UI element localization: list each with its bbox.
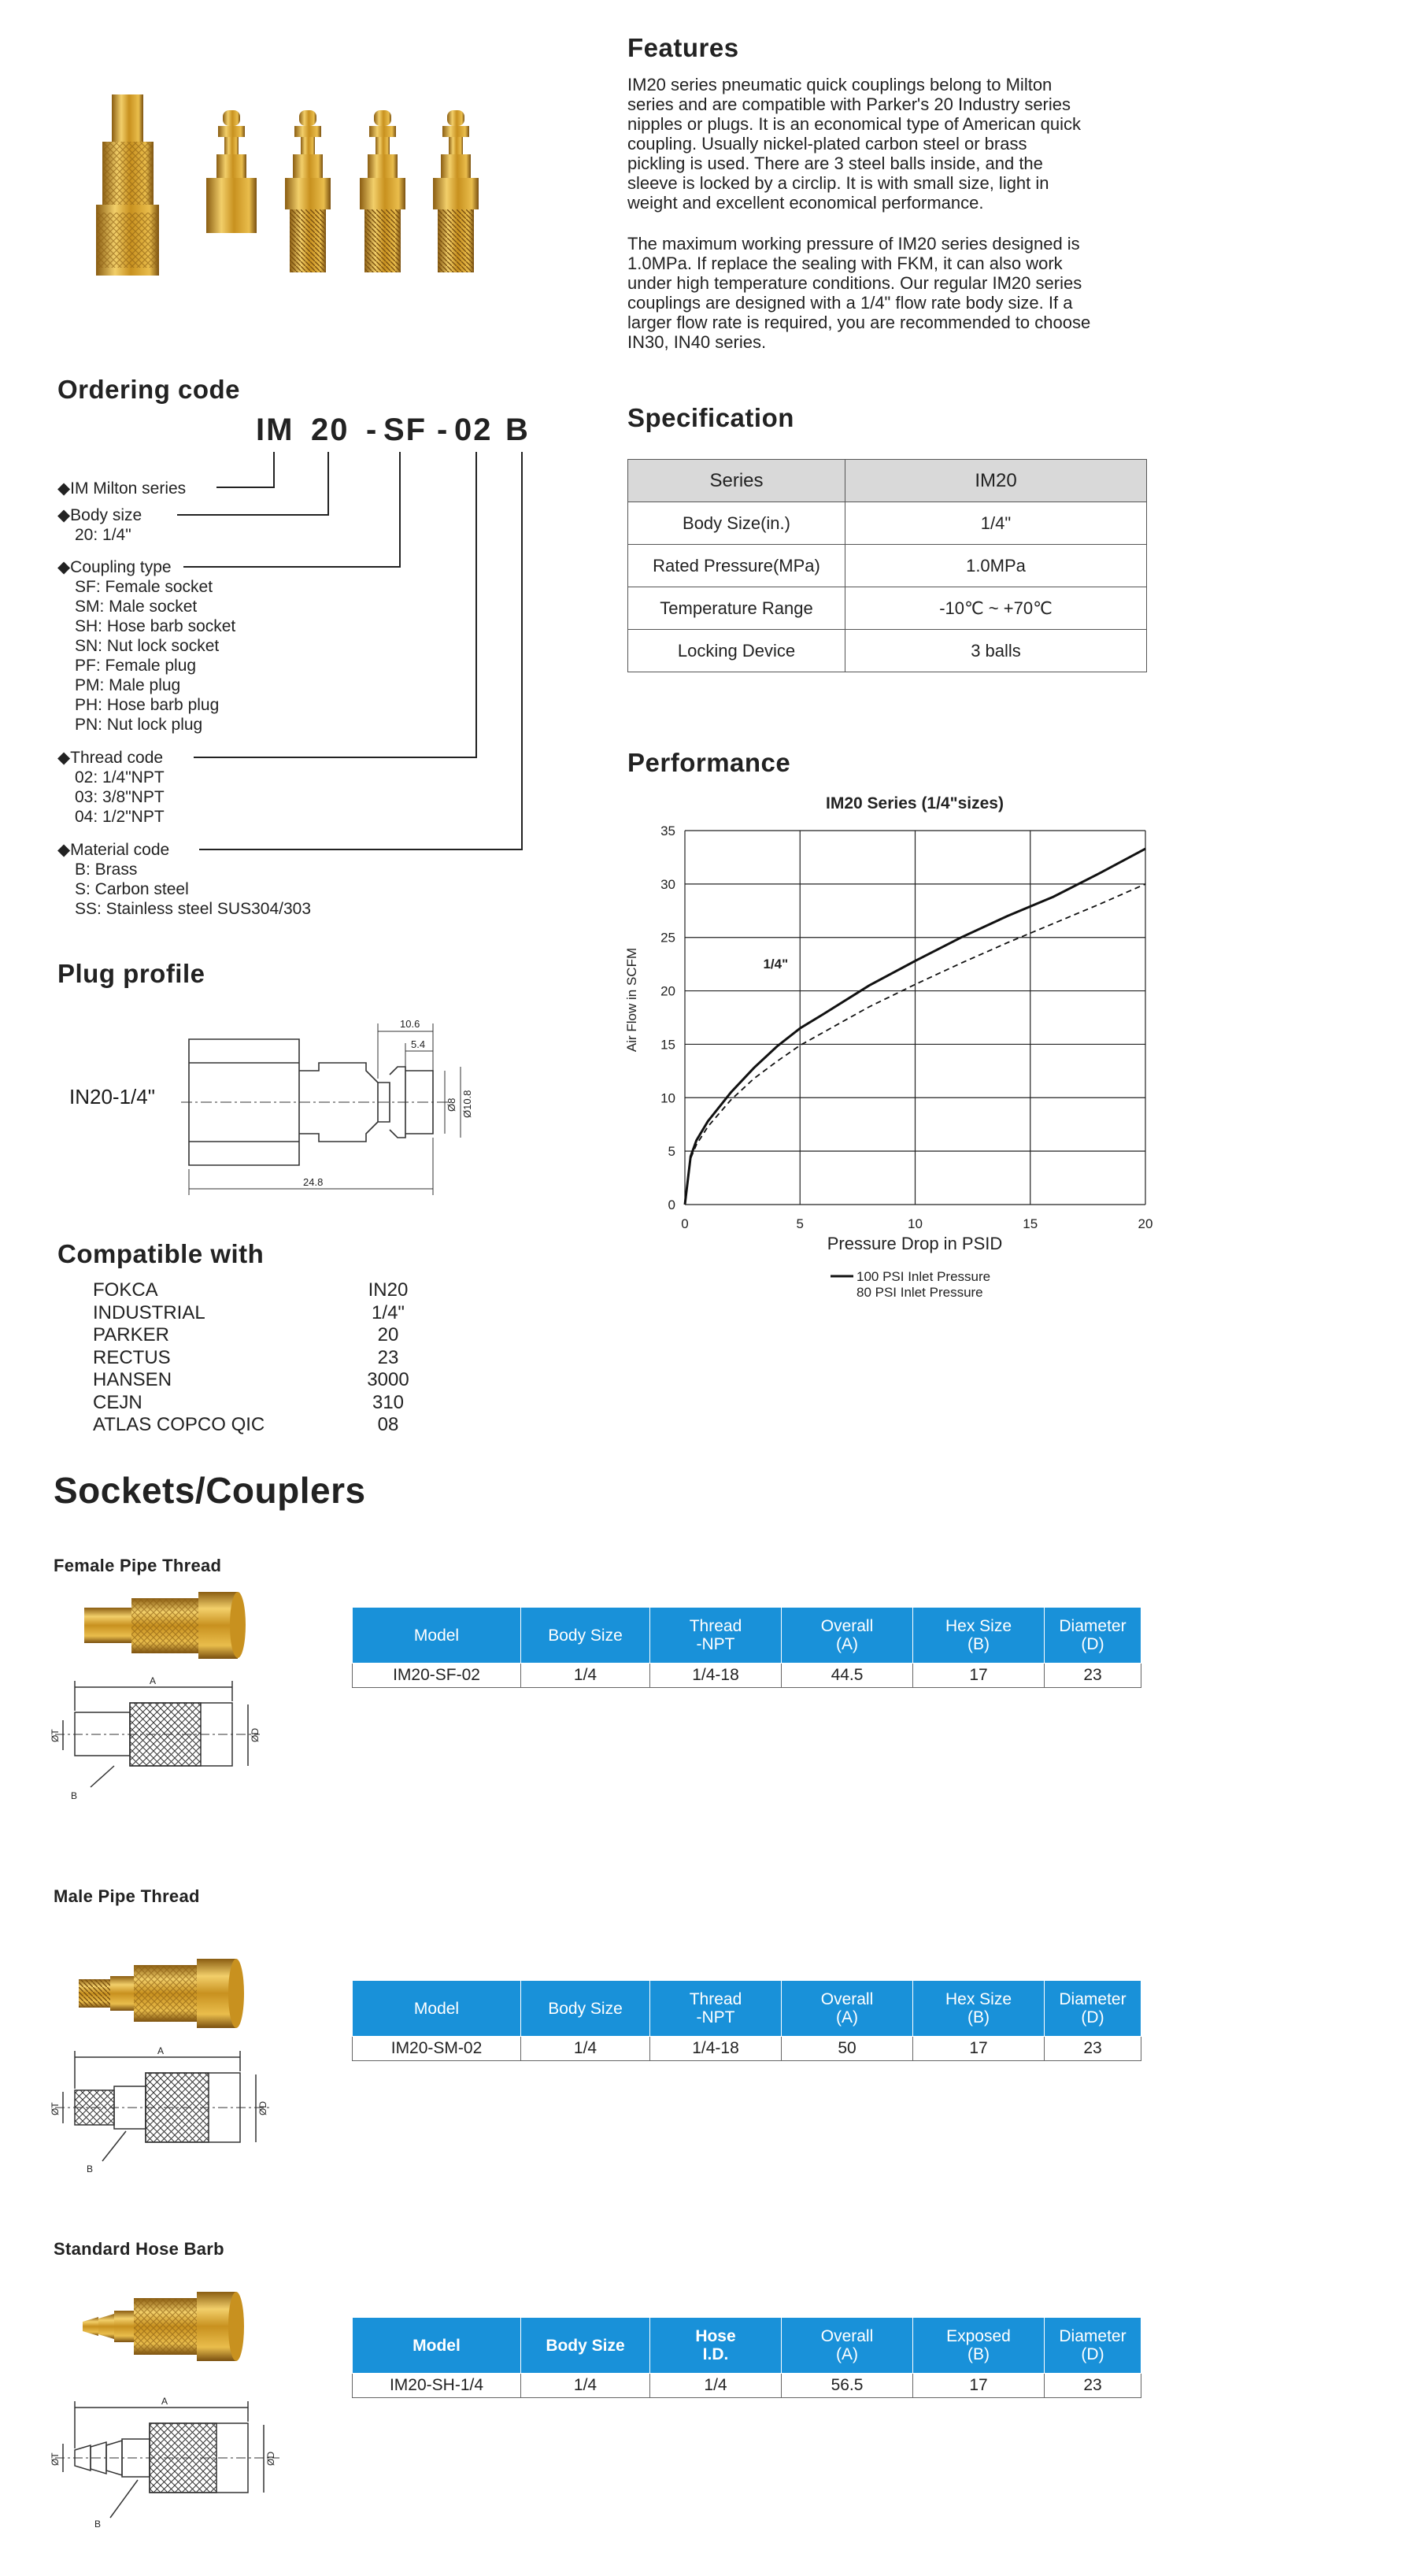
ordering-code-title: Ordering code (57, 375, 241, 404)
chart-x-tick-label: 15 (1023, 1216, 1038, 1231)
section-title-male-pipe-thread: Male Pipe Thread (54, 1886, 200, 1906)
dim-t: ØT (50, 1729, 61, 1742)
features-paragraph-1: IM20 series pneumatic quick couplings belong to Milton series and are compatible with Parker's 20 Industry series nipples or plugs. It is an economical type of American quick coupling. Usually nickel-plated carbon steel or brass pickling is used. There are 3 steel balls inside, and the sleeve is locked by a circlip. It is with small size, light in weight and excellent economical performance. (627, 75, 1081, 213)
compatible-row: FOKCA IN20 (93, 1279, 409, 1301)
spec-row: Temperature Range -10℃ ~ +70℃ (628, 587, 1147, 630)
compatible-row: INDUSTRIAL 1/4" (93, 1301, 405, 1323)
dim-10-6: 10.6 (400, 1018, 420, 1030)
legend-thread-code: ◆Thread code 02: 1/4"NPT 03: 3/8"NPT 04: 1/2"NPT (57, 749, 165, 826)
table-header-row: Model Body Size Thread -NPT Overall (A) Hex Size (B) Diameter (D) (353, 1608, 1141, 1664)
compatible-row: ATLAS COPCO QIC 08 (93, 1414, 399, 1435)
dim-b: B (71, 1790, 78, 1801)
compatible-row: PARKER 20 (93, 1324, 399, 1345)
spec-row: Rated Pressure(MPa) 1.0MPa (628, 545, 1147, 587)
chart-x-axis-label: Pressure Drop in PSID (827, 1234, 1003, 1253)
table-male-pipe-thread (352, 1980, 1141, 2061)
female-socket-photo (75, 1584, 256, 1663)
performance-chart (622, 783, 1173, 1319)
legend-milton-series: ◆IM Milton series (57, 479, 187, 498)
hose-barb-socket-photo (75, 2287, 256, 2366)
table-header-row: Model Body Size Hose I.D. Overall (A) Exposed (B) Diameter (D) (353, 2318, 1141, 2374)
chart-x-tick-label: 5 (796, 1216, 804, 1231)
code-part-type: SF (383, 413, 427, 447)
table-female-pipe-thread (352, 1607, 1141, 1688)
plug-profile-drawing (181, 1008, 543, 1205)
dim-b: B (87, 2163, 94, 2174)
compatible-row: RECTUS 23 (93, 1346, 399, 1368)
dim-24-8: 24.8 (303, 1176, 324, 1188)
chart-x-tick-label: 20 (1138, 1216, 1153, 1231)
chart-y-axis-label: Air Flow in SCFM (624, 947, 639, 1053)
dim-d: ØD (265, 2452, 276, 2466)
code-part-material: B (505, 413, 530, 447)
code-part-im: IM (256, 413, 294, 447)
ordering-code-legend (57, 479, 388, 498)
chart-x-tick-label: 10 (908, 1216, 923, 1231)
dim-a: A (157, 2045, 165, 2056)
section-title-standard-hose-barb: Standard Hose Barb (54, 2239, 224, 2259)
compatible-row: HANSEN 3000 (93, 1369, 409, 1390)
dim-dia-8: Ø8 (446, 1097, 457, 1112)
dim-t: ØT (50, 2102, 61, 2115)
female-socket-drawing (47, 1673, 268, 1803)
chart-legend (831, 1269, 990, 1300)
spec-header-row: Series IM20 (628, 460, 1147, 502)
section-title-female-pipe-thread: Female Pipe Thread (54, 1556, 222, 1575)
sockets-title: Sockets/Couplers (54, 1470, 366, 1511)
dim-d: ØD (250, 1728, 261, 1742)
performance-title: Performance (627, 748, 791, 777)
spec-row: Body Size(in.) 1/4" (628, 502, 1147, 545)
code-part-dash-2: - (437, 413, 450, 447)
male-socket-photo (69, 1954, 258, 2033)
plug-profile-label: IN20-1/4" (69, 1085, 155, 1108)
code-part-thread: 02 (454, 413, 493, 447)
chart-y-tick-label: 35 (660, 824, 675, 838)
code-part-dash-1: - (366, 413, 379, 447)
chart-y-tick-label: 30 (660, 876, 675, 892)
table-row: IM20-SM-02 1/4 1/4-18 50 17 23 (353, 2037, 1141, 2061)
hose-barb-socket-drawing (47, 2393, 291, 2531)
legend-label-80psi: 80 PSI Inlet Pressure (856, 1285, 983, 1300)
legend-coupling-type: ◆Coupling type SF: Female socket SM: Male socket SH: Hose barb socket SN: Nut lock socket PF: Female plug PM: Male plug PH: Hose barb plug PN: Nut lock plug (57, 558, 236, 734)
compatible-list (93, 1279, 420, 1437)
dim-dia-10-8: Ø10.8 (461, 1090, 473, 1118)
chart-y-tick-label: 20 (660, 983, 675, 999)
chart-title: IM20 Series (1/4"sizes) (826, 794, 1004, 812)
chart-y-tick-label: 0 (668, 1197, 675, 1212)
plug-profile-title: Plug profile (57, 959, 205, 988)
chart-y-tick-label: 15 (660, 1037, 675, 1053)
dim-a: A (150, 1675, 157, 1686)
dim-a: A (161, 2396, 168, 2407)
compatible-title: Compatible with (57, 1239, 265, 1268)
table-row: IM20-SF-02 1/4 1/4-18 44.5 17 23 (353, 1664, 1141, 1688)
table-standard-hose-barb (352, 2317, 1141, 2398)
code-part-size: 20 (311, 413, 350, 447)
dim-t: ØT (50, 2452, 61, 2466)
legend-body-size: ◆Body size 20: 1/4" (57, 506, 142, 544)
chart-annotation: 1/4" (763, 957, 789, 972)
dim-5-4: 5.4 (411, 1038, 426, 1050)
dim-b: B (94, 2519, 102, 2530)
male-socket-drawing (47, 2043, 283, 2177)
chart-grid (685, 831, 1145, 1205)
table-header-row: Model Body Size Thread -NPT Overall (A) Hex Size (B) Diameter (D) (353, 1981, 1141, 2037)
features-title: Features (627, 33, 739, 62)
spec-row: Locking Device 3 balls (628, 630, 1147, 672)
specification-table (627, 459, 1147, 672)
chart-y-tick-label: 5 (668, 1144, 675, 1160)
chart-x-tick-label: 0 (681, 1216, 689, 1231)
legend-label-100psi: 100 PSI Inlet Pressure (856, 1269, 991, 1284)
dim-d: ØD (257, 2101, 268, 2115)
chart-y-tick-label: 25 (660, 930, 675, 946)
features-paragraph-2: The maximum working pressure of IM20 series designed is 1.0MPa. If replace the sealing with FKM, it can also work under high temperature conditions. Our regular IM20 series couplings are designed with a 1/4" flow rate body size. If a larger flow rate is required, you are recommended to choose IN30, IN40 series. (627, 234, 1091, 352)
legend-material-code: ◆Material code B: Brass S: Carbon steel SS: Stainless steel SUS304/303 (57, 841, 312, 918)
specification-title: Specification (627, 403, 794, 432)
compatible-row: CEJN 310 (93, 1391, 405, 1413)
ordering-code-leader-lines (0, 0, 598, 866)
table-row: IM20-SH-1/4 1/4 1/4 56.5 17 23 (353, 2374, 1141, 2398)
chart-y-tick-label: 10 (660, 1090, 675, 1106)
